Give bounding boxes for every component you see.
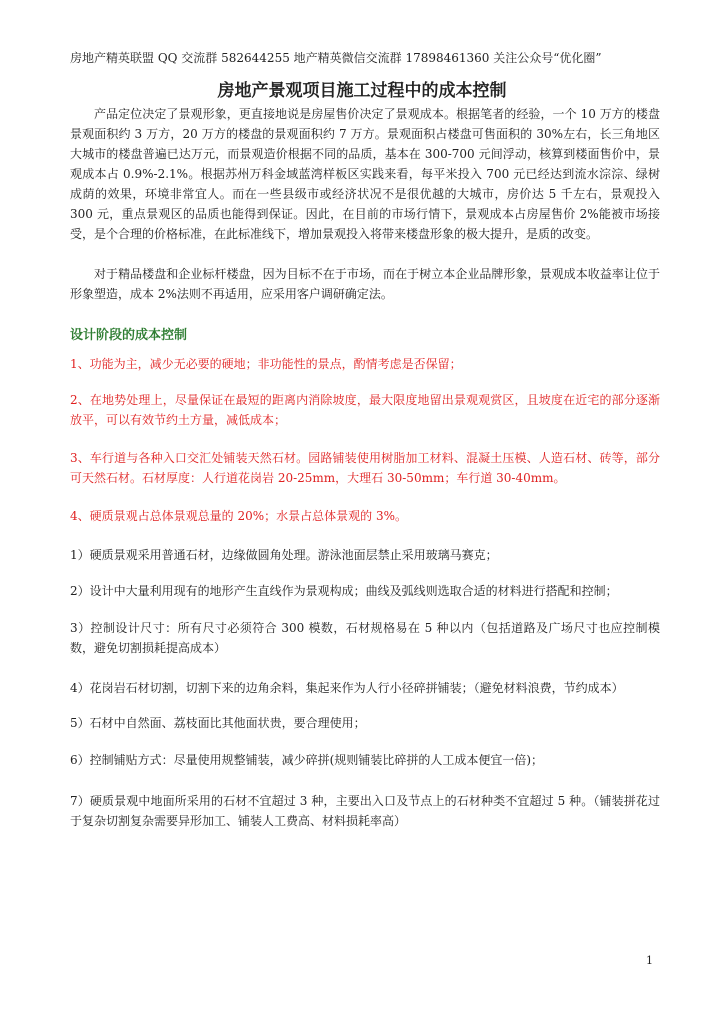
page-title: 房地产景观项目施工过程中的成本控制: [217, 81, 507, 101]
detail-item-2: 2）设计中大量利用现有的地形产生直线作为景观构成；曲线及弧线则选取合适的材料进行搭配和控制；: [70, 584, 618, 598]
detail-item-6: 6）控制铺贴方式：尽量使用规整铺装，减少碎拼(规则铺装比碎拼的人工成本便宜一倍)；: [70, 753, 544, 767]
design-item-2: 2、在地势处理上，尽量保证在最短的距离内消除坡度，最大限度地留出景观观赏区，且坡度在近宅的部分逐渐放平，可以有效节约土方量，减低成本；: [70, 393, 660, 427]
detail-item-5: 5）石材中自然面、荔枝面比其他面状贵，要合理使用；: [70, 716, 366, 730]
intro-paragraph-1: 产品定位决定了景观形象，更直接地说是房屋售价决定了景观成本。根据笔者的经验，一个 10 万方的楼盘景观面积约 3 万方，20 万方的楼盘的景观面积约 7 万方。景观面积占楼盘可售面积的 30%左右，长三角地区大城市的楼盘普遍已达万元，而景观造价根据不同的品质，基本在 300-700 元间浮动，核算到楼面售价中，景观成本占 0.9%-2.1%。根据苏州万科金域蓝湾样板区实践来看，每平米投入 700 元已经达到流水淙淙、绿树成荫的效果，环境非常宜人。而在一些县级市或经济状况不是很优越的大城市，房价达 5 千左右，景观投入 300 元，重点景观区的品质也能得到保证。因此，在目前的市场行情下，景观成本占房屋售价 2%能被市场接受，是个合理的价格标准，在此标准线下，增加景观投入将带来楼盘形象的极大提升，是质的改变。: [70, 107, 660, 241]
design-item-1: 1、功能为主，减少无必要的硬地；非功能性的景点，酌情考虑是否保留；: [70, 357, 462, 371]
detail-item-4: 4）花岗岩石材切割，切割下来的边角余料，集起来作为人行小径碎拼铺装；（避免材料浪费，节约成本）: [70, 681, 624, 695]
section-heading: 设计阶段的成本控制: [70, 328, 188, 343]
design-item-4: 4、硬质景观占总体景观总量的 20%；水景占总体景观的 3%。: [70, 509, 407, 523]
design-item-3: 3、车行道与各种入口交汇处铺装天然石材。园路铺装使用树脂加工材料、混凝土压模、人造石材、砖等，部分可天然石材。石材厚度：人行道花岗岩 20-25mm，大理石 30-50mm；车行道 30-40mm。: [70, 451, 660, 485]
page-number: 1: [646, 954, 653, 967]
detail-item-3: 3）控制设计尺寸：所有尺寸必须符合 300 模数，石材规格易在 5 种以内（包括道路及广场尺寸也应控制模数，避免切割损耗提高成本）: [70, 621, 660, 655]
intro-paragraph-2: 对于精品楼盘和企业标杆楼盘，因为目标不在于市场，而在于树立本企业品牌形象，景观成本收益率让位于形象塑造，成本 2%法则不再适用，应采用客户调研确定法。: [70, 267, 660, 301]
detail-item-7: 7）硬质景观中地面所采用的石材不宜超过 3 种，主要出入口及节点上的石材种类不宜超过 5 种。（铺装拼花过于复杂切割复杂需要异形加工、铺装人工费高、材料损耗率高）: [70, 794, 660, 828]
page-header: 房地产精英联盟 QQ 交流群 582644255 地产精英微信交流群 17898461360 关注公众号“优化圈”: [70, 51, 602, 65]
detail-item-1: 1）硬质景观采用普通石材，边缘做圆角处理。游泳池面层禁止采用玻璃马赛克；: [70, 548, 498, 562]
